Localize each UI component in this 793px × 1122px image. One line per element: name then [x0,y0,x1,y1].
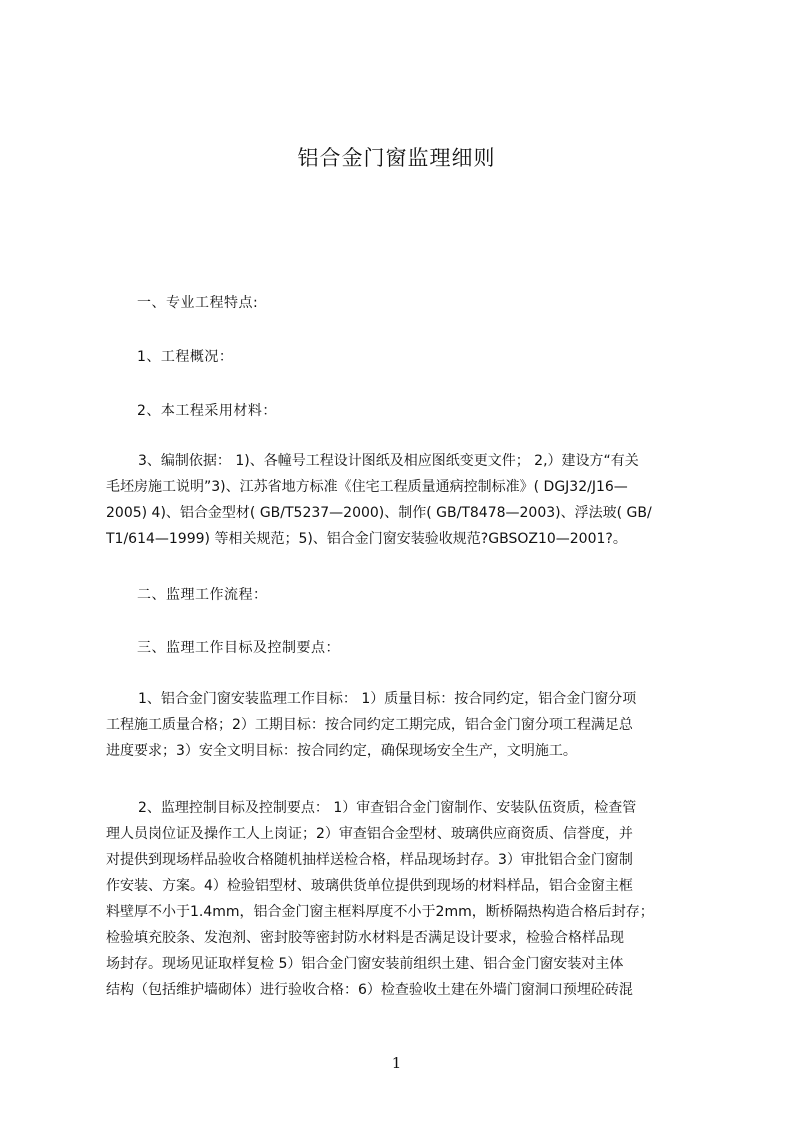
paragraph-line: 对提供到现场样品验收合格随机抽样送检合格，样品现场封存。3）审批铝合金门窗制 [106,852,633,868]
paragraph-line: 理人员岗位证及操作工人上岗证；2）审查铝合金型材、玻璃供应商资质、信誉度，并 [106,826,633,842]
paragraph-line: 结构（包括维护墙砌体）进行验收合格：6）检查验收土建在外墙门窗洞口预埋砼砖混 [106,982,633,998]
page-number: 1 [391,1054,402,1072]
paragraph-line: 场封存。现场见证取样复检 5）铝合金门窗安装前组织土建、铝合金门窗安装对主体 [106,956,624,972]
paragraph-line: 毛坯房施工说明”3)、江苏省地方标准《住宅工程质量通病控制标准》( DGJ32/J16— [106,479,628,495]
section-3-item-2-paragraph [106,795,698,1003]
section-1-item-3-paragraph [106,448,698,552]
section-2-heading: 二、监理工作流程： [137,587,268,603]
paragraph-line: 进度要求；3）安全文明目标：按合同约定，确保现场安全生产，文明施工。 [106,743,577,759]
paragraph-line: 2005) 4)、铝合金型材( GB/T5237—2000)、制作( GB/T8478—2003)、浮法玻( GB/ [106,505,652,521]
paragraph-line: 3、编制依据： 1)、各幢号工程设计图纸及相应图纸变更文件； 2,）建设方“有关 [138,453,639,469]
paragraph-line: 检验填充胶条、发泡剂、密封胶等密封防水材料是否满足设计要求，检验合格样品现 [106,930,624,946]
section-1-item-1: 1、工程概况： [137,349,234,365]
section-3-heading: 三、监理工作目标及控制要点： [137,640,340,656]
paragraph-line: T1/614—1999) 等相关规范；5)、铝合金门窗安装验收规范?GBSOZ10—2001?。 [106,531,627,547]
paragraph-line: 作安装、方案。4）检验铝型材、玻璃供货单位提供到现场的材料样品，铝合金窗主框 [106,878,633,894]
paragraph-line: 料壁厚不小于1.4mm，铝合金门窗主框料厚度不小于2mm，断桥隔热构造合格后封存； [106,904,654,920]
section-3-item-1-paragraph [106,686,698,764]
paragraph-line: 工程施工质量合格；2）工期目标：按合同约定工期完成，铝合金门窗分项工程满足总 [106,717,633,733]
section-1-item-2: 2、本工程采用材料： [137,403,277,419]
section-1-heading: 一、专业工程特点: [137,295,259,311]
document-title: 铝合金门窗监理细则 [297,146,496,170]
paragraph-line: 1、铝合金门窗安装监理工作目标： 1）质量目标：按合同约定，铝合金门窗分项 [138,691,637,707]
paragraph-line: 2、监理控制目标及控制要点： 1）审查铝合金门窗制作、安装队伍资质，检查管 [138,800,637,816]
